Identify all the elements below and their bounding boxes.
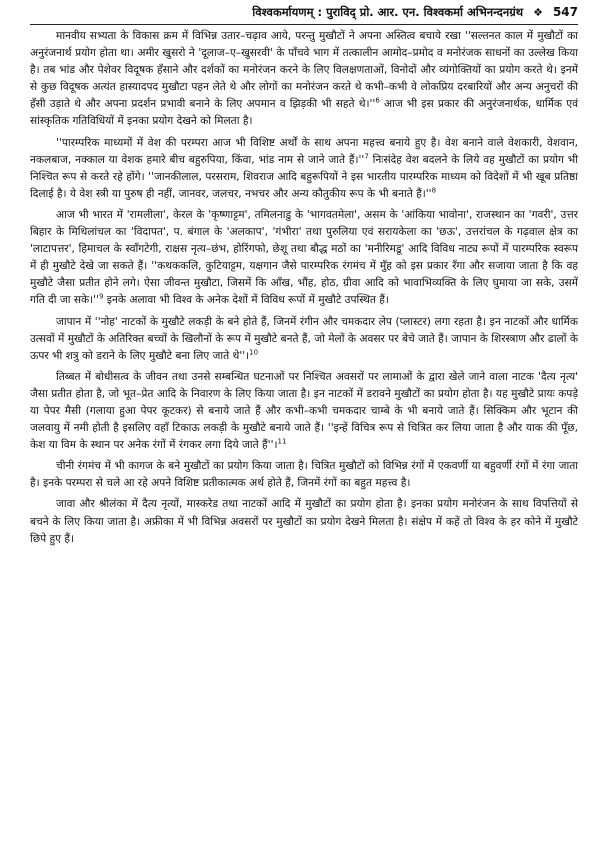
running-header <box>30 1 578 23</box>
paragraph-2 <box>30 135 578 203</box>
paragraph-text: आज भी भारत में 'रामलीला', केरल के 'कृष्णाट्टम', तमिलनाडु के 'भागवतमेला', असम के 'आंकिया भावोना', राजस्थान का 'गवरी', उत्तर बिहार के मिथिलांचल का 'विदापत', प. बंगाल के 'अलकाप', 'गंभीरा' तथा पुरुलिया एवं सरायकेला का 'छऊ', उत्तरांचल के गढ़वाल क्षेत्र का 'लाटापत्तर', हिमाचल के स्वाँगटेगी, राक्षस नृत्य–छंभ, होरिंगफो, छेशू तथा बौद्ध मठों का 'मनीरिमडू' आदि विविध नाट्य रूपों में पारम्परिक स्वरूप में ही मुखौटे देखे जा सकते हैं। ''कथककलि, कुटियाट्टम, यक्षगान जैसे पारम्परिक रंगमंच में मुँह को इस प्रकार रँगा और सजाया जाता है कि वह मुखौटे जैसा प्रतीत होने लगे। ऐसा जीवन्त मुखौटा, जिसमें कि आँख, भौंह, होठ, ग्रीवा आदि को भावाभिव्यक्ति के लिए घुमाया जा सके, उसमें गति दी जा सके।'' <box>30 208 578 307</box>
paragraph-text: ''पारम्परिक माध्यमों में वेश की परम्परा आज भी विशिष्ट अर्थों के साथ अपना महत्त्व बनाये हुए है। वेश बनाने वाले वेशकारी, वेशवान, नकलबाज, नक्काल या वेशक हमारे बीच बहुरुपिया, किंवा, भांड नाम से जाने जाते हैं।'' <box>30 136 578 166</box>
footnote-ref: 8 <box>431 186 437 195</box>
footnote-ref: 6 <box>375 96 380 105</box>
footnote-ref: 11 <box>277 437 287 446</box>
footnote-ref: 7 <box>364 152 369 161</box>
paragraph-text: आज भी इस प्रकार की अनुरंजनार्थक, धार्मिक एवं सांस्कृतिक गतिविधियों में इनका प्रयोग देखने को मिलता है। <box>30 98 578 128</box>
footnote-ref: 9 <box>98 292 104 301</box>
header-title: विश्वकर्मायणम् : पुराविद् प्रो. आर. एन. विश्वकर्मा अभिनन्दनग्रंथ <box>252 4 524 19</box>
paragraph-text: जापान में ''नोह' नाटकों के मुखौटे लकड़ी के बने होते हैं, जिनमें रंगीन और चमकदार लेप (प्लास्टर) लगा रहता है। इन नाटकों और धार्मिक उत्सवों में मुखौटों के अतिरिक्त बच्चों के खिलौनों के रूप में मुखौटे बनते हैं, जो मेलों के अवसर पर बेचे जाते हैं। जापान के शिरस्त्राण और ढालों के ऊपर भी शत्रु को डराने के लिए मुखौटे बना लिए जाते थे''। <box>30 315 578 362</box>
paragraph-7 <box>30 496 578 547</box>
header-rule <box>30 24 578 25</box>
paragraph-text: तिब्बत में बोधीसत्व के जीवन तथा उनसे सम्बन्धित घटनाओं पर निश्चित अवसरों पर लामाओं के द्वारा खेले जाने वाला नाटक 'दैत्य नृत्य' जैसा प्रतीत होता है, जो भूत–प्रेत आदि के निवारण के लिए किया जाता है। इन नाटकों में डरावने मुखौटों का प्रयोग होता है। यह मुखौटे प्रायः कपड़े या पेपर मैसी (गलाया हुआ पेपर कूटकर) से बनाये जाते हैं और कभी–कभी चमकदार चाम्बे के भी बनाये जाते हैं। सिक्किम और भूटान की जलवायु में नमी होती है इसलिए वहाँ टिकाऊ लकड़ी के मुखौटे बनाये जाते हैं। ''इन्हें विचित्र रूप से चित्रित कर लिया जाता है और याक की पूँछ, केश या विम के स्थान पर अनेक रंगों में रंगकर लगा दिये जाते हैं''। <box>30 370 578 452</box>
paragraph-3 <box>30 207 578 310</box>
paragraph-text: जावा और श्रीलंका में दैत्य नृत्यों, मास्करेड तथा नाटकों आदि में मुखौटों का प्रयोग होता है। इनका प्रयोग मनोरंजन के साथ विपत्तियों से बचने के लिए किया जाता है। अफ्रीका में भी विभिन्न अवसरों पर मुखौटों का प्रयोग देखने मिलता है। संक्षेप में कहें तो विश्व के हर कोने में मुखौटे छिपे हुए हैं। <box>30 498 578 545</box>
paragraph-4 <box>30 314 578 365</box>
paragraph-text: चीनी रंगमंच में भी कागज के बने मुखौटों का प्रयोग किया जाता है। चित्रित मुखौटों को विभिन्न रंगों में एकवर्णी या बहुवर्णी रंगों में रंगा जाता है। इनके परम्परा से चले आ रहे अपने विशिष्ट प्रतीकात्मक अर्थ होते हैं, जिनमें रंगों का बहुत महत्त्व है। <box>30 460 578 490</box>
paragraph-text: मानवीय सभ्यता के विकास क्रम में विभिन्न उतार–चढ़ाव आये, परन्तु मुखौटों ने अपना अस्तित्व बचाये रखा ''सल्तनत काल में मुखौटों का अनुरंजनार्थ प्रयोग होता था। अमीर खुसरो ने 'दूलाज–ए–खुसरवी' के पाँचवे भाग में तत्कालीन आमोद–प्रमोद व मनोरंजक साधनों का उल्लेख किया है। तब भांड और पेशेवर विदूषक हँसाने और दर्शकों का मनोरंजन करने के लिए विलक्षणताओं, विनोदों और व्यंगोक्तियों का प्रयोग करते थे। इनमें से कुछ विदूषक अत्यंत हास्यादपद मुखौटा पहन लेते थे और लोगों का मनोरंजन करते थे कभी–कभी वे लोकप्रिय दरबारियों और अन्य अनुचरों की हँसी उड़ाते थे और अपना प्रदर्शन प्रभावी बनाने के लिए अपमान व झिड़की भी सहते थे।'' <box>30 30 578 111</box>
page-number: 547 <box>552 5 578 19</box>
footnote-ref: 10 <box>249 348 259 357</box>
body-text <box>30 28 578 548</box>
paragraph-text: इनके अलावा भी विश्व के अनेक देशों में विविध रूपों में मुखौटे उपस्थित हैं। <box>103 294 389 307</box>
paragraph-1 <box>30 28 578 131</box>
paragraph-6 <box>30 458 578 492</box>
diamond-icon: ❖ <box>533 5 543 19</box>
paragraph-5 <box>30 369 578 454</box>
paragraph-text: निःसंदेह वेश बदलने के लिये वह मुखौटों का प्रयोग भी निश्चित रूप से करते रहे होंगे। ''जानकीलाल, परसराम, शिवराज आदि बहुरूपियों ने इस भारतीय पारम्परिक माध्यम को विदेशों में भी खूब प्रतिष्ठा दिलाई है। ये वेश स्त्री या पुरुष ही नहीं, जानवर, जलचर, नभचर और अन्य कौतुकीय रूप के भी बनाते हैं।'' <box>30 153 578 200</box>
